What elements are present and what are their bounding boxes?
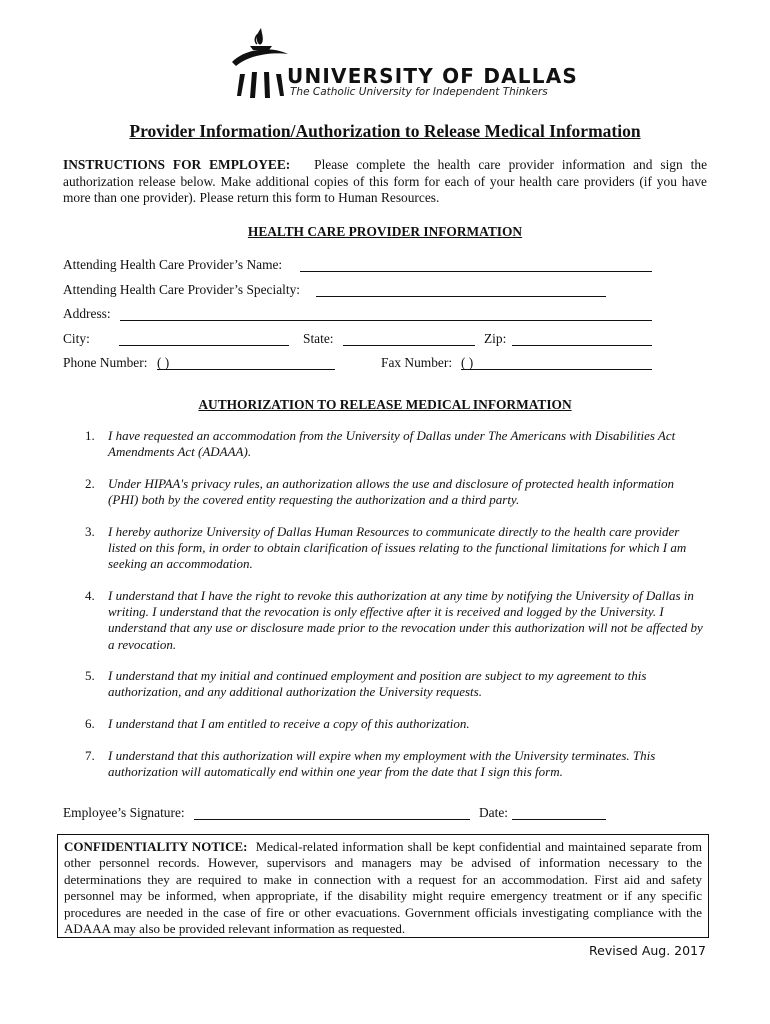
list-item <box>85 476 705 508</box>
instructions-paragraph <box>63 157 707 207</box>
list-item-number: 5. <box>85 668 95 684</box>
state-label: State: <box>303 331 334 346</box>
list-item-number: 4. <box>85 587 95 603</box>
signature-field[interactable] <box>194 819 470 820</box>
list-item <box>85 524 705 573</box>
list-item-text: I hereby authorize University of Dallas Human Resources to communicate directly to the health care provider listed on this form, in order to obtain clarification of issues relating to the functional limitations for which I am seeking an accommodation. <box>108 523 687 572</box>
instructions-text: Please complete the health care provider information and sign the authorization release below. Make additional copies of this form for each of your health care providers (if you have more than one provider). Please return this form to Human Resources. <box>63 157 708 206</box>
confidentiality-text: Medical-related information shall be kept confidential and maintained separate from other personnel records. However, supervisors and managers may be advised of information necessary to the determinations they are required to make in connection with a request for an accommodation. First aid and safety personnel may be informed, when appropriate, if the disability might require emergency treatment or if any specific procedures are needed in the case of fire or other evacuations. Government officials investigating compliance with the ADAAA may also be provided relevant information as requested. <box>64 839 702 937</box>
address-label: Address: <box>63 306 111 321</box>
address-field[interactable] <box>120 320 652 321</box>
provider-section-heading: HEALTH CARE PROVIDER INFORMATION <box>247 224 523 239</box>
instructions-label: INSTRUCTIONS FOR EMPLOYEE: <box>63 157 291 172</box>
list-item-text: I understand that I am entitled to receive a copy of this authorization. <box>108 716 470 732</box>
list-item-number: 1. <box>85 428 95 443</box>
fax-field[interactable] <box>461 369 652 370</box>
list-item-text: Under HIPAA's privacy rules, an authorization allows the use and disclosure of protected health information (PHI) both by the covered entity requesting the authorization and a third party. <box>108 475 674 508</box>
list-item-text: I understand that this authorization will expire when my employment with the University terminates. This authorization will automatically end within one year from the date that I sign this form. <box>108 747 656 780</box>
provider-specialty-field[interactable] <box>316 296 606 297</box>
city-field[interactable] <box>119 345 289 346</box>
zip-field[interactable] <box>512 345 652 346</box>
confidentiality-label: CONFIDENTIALITY NOTICE: <box>64 839 248 854</box>
list-item <box>85 428 705 460</box>
fax-area-code: ( ) <box>461 355 474 370</box>
provider-name-field[interactable] <box>300 271 652 272</box>
phone-label: Phone Number: <box>63 355 148 370</box>
list-item-number: 3. <box>85 523 95 539</box>
provider-name-label: Attending Health Care Provider’s Name: <box>63 257 283 272</box>
signature-label: Employee’s Signature: <box>63 805 185 820</box>
list-item <box>85 748 705 780</box>
page-title: Provider Information/Authorization to Release Medical Information <box>129 121 641 141</box>
confidentiality-notice <box>57 834 709 938</box>
list-item <box>85 588 705 653</box>
city-label: City: <box>63 331 90 346</box>
authorization-section-heading: AUTHORIZATION TO RELEASE MEDICAL INFORMATION <box>198 397 572 412</box>
phone-field[interactable] <box>157 369 335 370</box>
zip-label: Zip: <box>484 331 507 346</box>
list-item-text: I understand that my initial and continued employment and position are subject to my agreement to this authorization, and any additional authorization the University requests. <box>108 668 647 700</box>
revision-date: Revised Aug. 2017 <box>589 943 706 958</box>
list-item <box>85 668 705 700</box>
state-field[interactable] <box>343 345 475 346</box>
date-field[interactable] <box>512 819 606 820</box>
university-tagline: The Catholic University for Independent Thinkers <box>290 86 548 98</box>
list-item-number: 6. <box>85 716 95 732</box>
university-logo <box>228 26 578 106</box>
date-label: Date: <box>479 805 508 820</box>
list-item <box>85 716 705 732</box>
phone-area-code: ( ) <box>157 355 170 370</box>
list-item-number: 2. <box>85 475 95 491</box>
list-item-text: I have requested an accommodation from the University of Dallas under The Americans with Disabilities Act Amendments Act (ADAAA). <box>108 428 676 460</box>
fax-label: Fax Number: <box>381 355 453 370</box>
provider-specialty-label: Attending Health Care Provider’s Specialty: <box>63 282 301 297</box>
list-item-text: I understand that I have the right to revoke this authorization at any time by notifying the University of Dallas in writing. I understand that the revocation is only effective after it is received and logged by the University. I understand that any use or disclosure made prior to the revocation under this authorization will not be affected by a revocation. <box>108 587 703 652</box>
list-item-number: 7. <box>85 747 95 763</box>
torch-logo-icon <box>228 26 288 106</box>
university-name: UNIVERSITY OF DALLAS <box>287 64 578 88</box>
authorization-list <box>85 428 705 796</box>
